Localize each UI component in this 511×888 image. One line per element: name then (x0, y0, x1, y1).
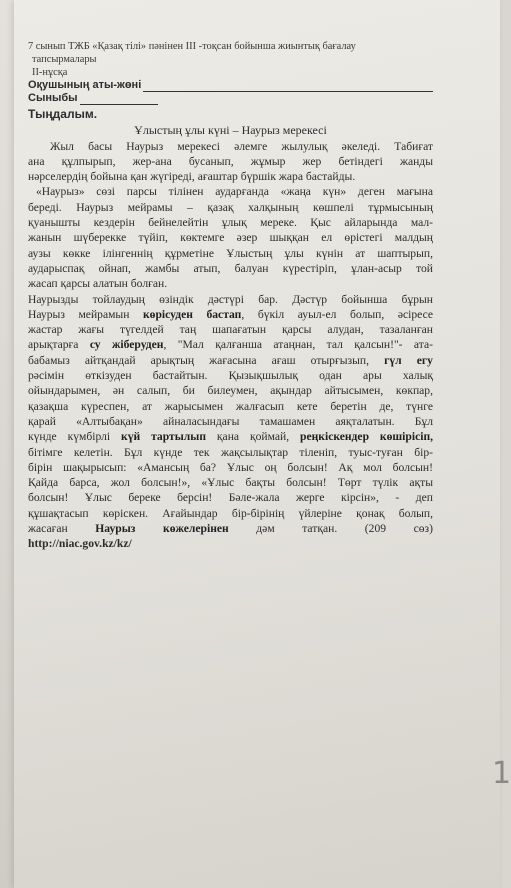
text-line: арықтарға су жіберуден, "Мал қалғанша атаңнан, тал қалсын!"- ата- (28, 338, 433, 352)
text-line: Жыл басы Наурыз мерекесі әлемге жылулық әкеледі. Табиғат (50, 139, 433, 153)
bold-phrase: су жіберуден (89, 338, 164, 352)
document-content (28, 40, 433, 552)
class-line (80, 94, 158, 105)
text-line: нәрселердің бойына қан жүгіреді, ағаштар бүршік жара бастайды. (28, 170, 356, 184)
student-name-line (143, 81, 433, 92)
text-title: Ұлыстың ұлы күні – Наурыз мерекесі (134, 123, 327, 138)
text-line: жастар жағы түгелдей таң шапағатын қарсы алудан, тазаланған (28, 323, 433, 337)
header-line-1: 7 сынып ТЖБ «Қазақ тілі» пәнінен ІІІ -тоқсан бойынша жиынтық бағалау (28, 41, 356, 52)
page-number: 1 (492, 756, 511, 791)
text-line: жасап қарсы алатын болған. (28, 277, 168, 291)
text-line: жасаған Наурыз көжелерінен дәм татқан. (209 сөз) (28, 522, 433, 536)
bold-phrase: реңкіскендер көшірісіп, (300, 430, 434, 444)
paragraph-2 (28, 184, 433, 291)
text-line: қарай «Алтыбақан» айналасындағы тамашамен аяқталатын. Бұл (28, 414, 433, 428)
text-line: қазақша күреспен, ат жарысымен жалғасып кете беретін де, түнге (28, 399, 433, 413)
bold-phrase: көрісуден бастап (143, 307, 242, 321)
text-line: болсын! Ұлыс береке берсін! Бәле-жала жерге кірсін», - деп (28, 491, 433, 505)
bold-phrase: гүл егу (384, 353, 433, 367)
text-line: Наурызды тойлаудың өзіндік дәстүрі бар. Дәстүр бойынша бұрын (28, 292, 433, 306)
text-line: «Наурыз» сөзі парсы тілінен аударғанда «жаңа күн» деген мағына (36, 185, 433, 199)
task-heading: Тыңдалым. (28, 107, 98, 121)
text-line: бітімге келетін. Бұл күнде тек жақсылықтар тіленіп, туыс-туған бір- (28, 445, 433, 459)
text-line: береді. Наурыз мейрамы – қазақ халқының көшпелі тұрмысының (28, 200, 433, 214)
text-line: рәсімін өткізуден бастайтын. Қызықшылық одан ары халық (28, 369, 433, 383)
text-line: бабамыз айтқандай арықтың жағасына ағаш отырғызып, гүл егу (28, 353, 433, 367)
text-line: жанын шүберекке түйіп, көктемге әзер шыққан ел өрістегі малдың (28, 231, 433, 245)
document-header (28, 40, 433, 79)
text-line: күнде күмбірлі күй тартылып қана қоймай, реңкіскендер көшірісіп, (28, 430, 434, 444)
class-label: Сыныбы (28, 92, 78, 104)
text-line: аударыспақ ойнап, жамбы атып, балуан күрестіріп, ұлан-асыр той (28, 261, 433, 275)
class-field (28, 92, 433, 105)
text-line: ойындарымен, ән салып, би билеумен, ақындар айтысымен, көкпар, (28, 384, 433, 398)
paragraph-1 (28, 139, 433, 185)
text-line: Наурыз мейрамын көрісуден бастап, бүкіл ауыл-ел болып, әсіресе (28, 307, 434, 321)
text-line: құшақтасып көріскен. Ағайындар бір-бірінің үйлеріне қонақ болып, (28, 506, 433, 520)
bold-phrase: Наурыз көжелерінен (95, 522, 229, 536)
text-line: аузы көкке ілінгеннің құрметіне Ұлыстың ұлы күнін ат шаптырып, (28, 246, 433, 260)
text-line: қуанышты кездерін бейнелейтін ұлық мереке. Қыс айларында мал- (28, 216, 433, 230)
text-line: ана құлпырып, жер-ана бусанып, жұмыр жер бетіндегі жанды (28, 154, 433, 168)
paragraph-3 (28, 292, 433, 537)
bold-phrase: күй тартылып (121, 430, 207, 444)
source-link[interactable]: http://niac.gov.kz/kz/ (28, 537, 132, 551)
student-name-label: Оқушының аты-жөні (28, 79, 142, 91)
header-line-2: тапсырмалары (32, 54, 97, 65)
student-name-field (28, 79, 433, 92)
text-line: бірін шақырысып: «Амансың ба? Ұлыс оң болсын! Ақ мол болсын! (28, 460, 433, 474)
variant-label: ІІ-нұсқа (32, 67, 68, 78)
text-line: Қайда барса, жол болсын!», «Ұлыс бақты болсын! Төрт түлік ақты (28, 476, 433, 490)
